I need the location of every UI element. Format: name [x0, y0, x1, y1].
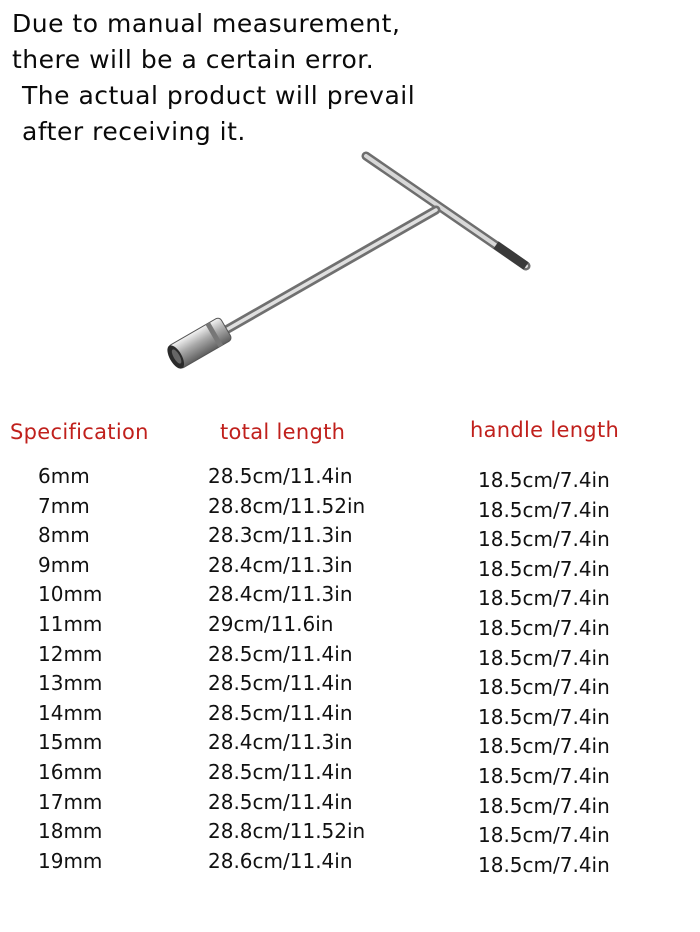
wrench-shaft: [198, 210, 436, 346]
note-line-2: there will be a certain error.: [12, 45, 375, 74]
size-table: [0, 462, 700, 876]
t-bar: [366, 156, 526, 266]
total-length-cell: 28.5cm/11.4in: [208, 789, 353, 814]
spec-cell: 12mm: [38, 641, 103, 666]
handle-length-cell: 18.5cm/7.4in: [478, 497, 610, 522]
table-row: [0, 847, 700, 877]
total-length-cell: 28.5cm/11.4in: [208, 671, 353, 696]
specification-header: Specification: [10, 420, 149, 444]
handle-length-cell: 18.5cm/7.4in: [478, 852, 610, 877]
handle-length-cell: 18.5cm/7.4in: [478, 704, 610, 729]
total-length-cell: 28.6cm/11.4in: [208, 848, 353, 873]
note-line-4: after receiving it.: [22, 117, 246, 146]
spec-cell: 8mm: [38, 523, 90, 548]
table-row: [0, 728, 700, 758]
spec-cell: 7mm: [38, 493, 90, 518]
handle-length-cell: 18.5cm/7.4in: [478, 615, 610, 640]
spec-cell: 9mm: [38, 552, 90, 577]
note-line-1: Due to manual measurement,: [12, 9, 401, 38]
socket-head: [164, 317, 232, 372]
handle-length-cell: 18.5cm/7.4in: [478, 823, 610, 848]
total-length-cell: 28.5cm/11.4in: [208, 464, 353, 488]
spec-cell: 6mm: [38, 464, 90, 488]
handle-length-cell: 18.5cm/7.4in: [478, 763, 610, 788]
total-length-cell: 29cm/11.6in: [208, 611, 334, 636]
total-length-cell: 28.3cm/11.3in: [208, 523, 353, 548]
total-length-header: total length: [220, 420, 346, 444]
table-row: [0, 699, 700, 729]
table-row: [0, 492, 700, 522]
spec-cell: 15mm: [38, 730, 103, 755]
table-row: [0, 758, 700, 788]
handle-length-cell: 18.5cm/7.4in: [478, 586, 610, 611]
handle-length-cell: 18.5cm/7.4in: [478, 527, 610, 552]
note-line-3: The actual product will prevail: [22, 81, 416, 110]
handle-length-cell: 18.5cm/7.4in: [478, 734, 610, 759]
table-row: [0, 521, 700, 551]
table-row: [0, 462, 700, 492]
handle-length-header: handle length: [470, 418, 620, 442]
spec-cell: 18mm: [38, 819, 103, 844]
total-length-cell: 28.4cm/11.3in: [208, 582, 353, 607]
spec-cell: 17mm: [38, 789, 103, 814]
table-row: [0, 669, 700, 699]
total-length-cell: 28.4cm/11.3in: [208, 730, 353, 755]
spec-cell: 10mm: [38, 582, 103, 607]
handle-length-cell: 18.5cm/7.4in: [478, 645, 610, 670]
handle-length-cell: 18.5cm/7.4in: [478, 556, 610, 581]
handle-length-cell: 18.5cm/7.4in: [478, 793, 610, 818]
total-length-cell: 28.5cm/11.4in: [208, 700, 353, 725]
total-length-cell: 28.8cm/11.52in: [208, 493, 366, 518]
table-row: [0, 817, 700, 847]
table-row: [0, 551, 700, 581]
spec-cell: 11mm: [38, 611, 103, 636]
total-length-cell: 28.8cm/11.52in: [208, 819, 366, 844]
spec-cell: 19mm: [38, 848, 103, 873]
t-handle-socket-wrench-icon: [130, 148, 550, 388]
handle-length-cell: 18.5cm/7.4in: [478, 675, 610, 700]
handle-length-cell: 18.5cm/7.4in: [478, 468, 610, 492]
table-row: [0, 640, 700, 670]
total-length-cell: 28.4cm/11.3in: [208, 552, 353, 577]
total-length-cell: 28.5cm/11.4in: [208, 641, 353, 666]
measurement-note: [12, 6, 572, 150]
table-row: [0, 610, 700, 640]
table-row: [0, 580, 700, 610]
spec-cell: 16mm: [38, 759, 103, 784]
spec-cell: 13mm: [38, 671, 103, 696]
table-row: [0, 788, 700, 818]
spec-cell: 14mm: [38, 700, 103, 725]
total-length-cell: 28.5cm/11.4in: [208, 759, 353, 784]
